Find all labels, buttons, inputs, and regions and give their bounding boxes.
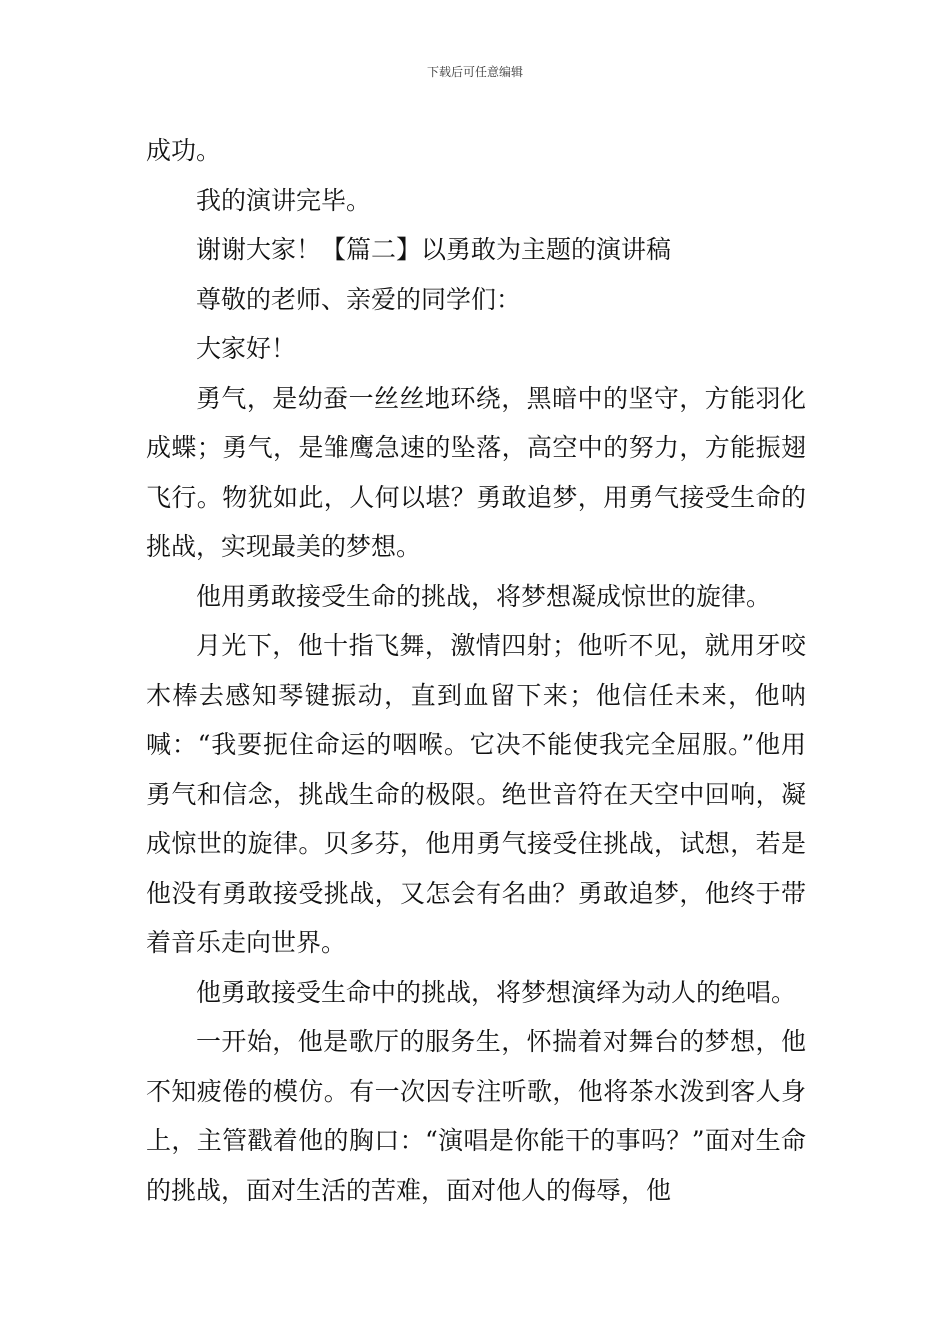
paragraph: 成功。 xyxy=(146,136,222,165)
paragraph: 谢谢大家！【篇二】以勇敢为主题的演讲稿 xyxy=(196,235,672,264)
paragraph: 一开始，他是歌厅的服务生，怀揣着对舞台的梦想，他不知疲倦的模仿。有一次因专注听歌，他将茶水泼到客人身上，主管戳着他的胸口：“演唱是你能干的事吗？”面对生命的挑战，面对生活的苦难，面对他人的侮辱，他 xyxy=(146,1027,806,1205)
paragraph: 月光下，他十指飞舞，激情四射；他听不见，就用牙咬木棒去感知琴键振动，直到血留下来；他信任未来，他呐喊：“我要扼住命运的咽喉。它决不能使我完全屈服。”他用勇气和信念，挑战生命的极限。绝世音符在天空中回响，凝成惊世的旋律。贝多芬，他用勇气接受住挑战，试想，若是他没有勇敢接受挑战，又怎会有名曲？勇敢追梦，他终于带着音乐走向世界。 xyxy=(146,631,806,957)
paragraph: 他用勇敢接受生命的挑战，将梦想凝成惊世的旋律。 xyxy=(196,581,772,611)
paragraph: 我的演讲完毕。 xyxy=(196,185,372,215)
paragraph: 尊敬的老师、亲爱的同学们： xyxy=(196,284,522,314)
paragraph: 勇气，是幼蚕一丝丝地环绕，黑暗中的坚守，方能羽化成蝶；勇气，是雏鹰急速的坠落，高空中的努力，方能振翅飞行。物犹如此，人何以堪？勇敢追梦，用勇气接受生命的挑战，实现最美的梦想。 xyxy=(146,383,806,561)
document-body xyxy=(146,126,806,1215)
page-header: 下载后可任意编辑 xyxy=(426,65,523,79)
paragraph: 他勇敢接受生命中的挑战，将梦想演绎为动人的绝唱。 xyxy=(196,977,797,1007)
paragraph: 大家好！ xyxy=(196,334,297,363)
